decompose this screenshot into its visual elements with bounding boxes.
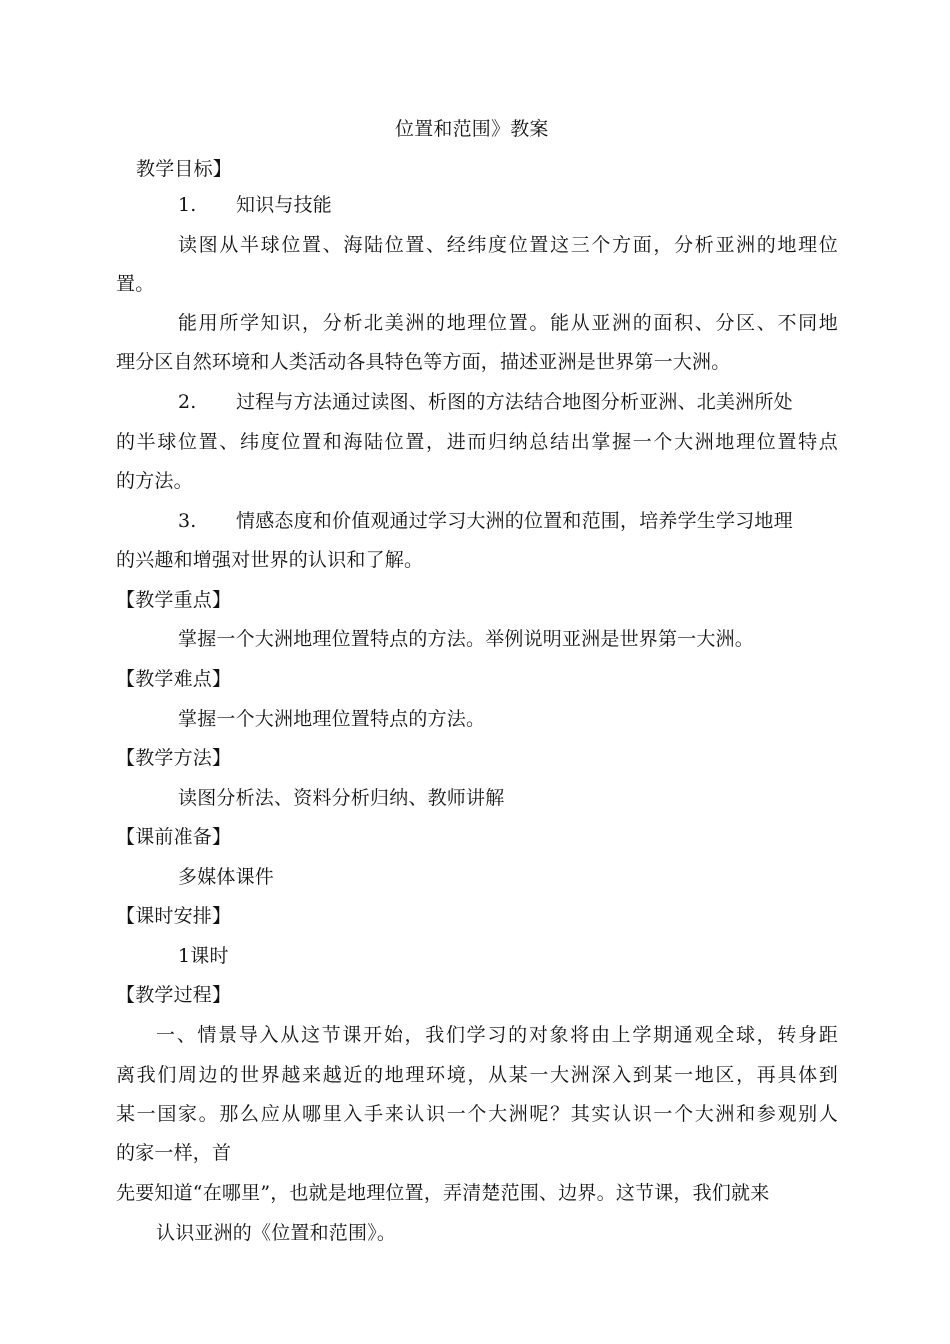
key-points-heading: 【教学重点】	[116, 589, 232, 611]
difficulty-text: 掌握一个大洲地理位置特点的方法。	[178, 708, 486, 730]
paragraph-line: 能用所学知识，分析北美洲的地理位置。能从亚洲的面积、分区、不同地	[178, 312, 838, 334]
paragraph-line: 的方法。	[116, 470, 193, 492]
document-title: 位置和范围》教案	[395, 118, 549, 140]
item3-number: 3.	[178, 510, 197, 532]
paragraph-line: 某一国家。那么应从哪里入手来认识一个大洲呢？其实认识一个大洲和参观别人	[116, 1103, 838, 1125]
difficulty-heading: 【教学难点】	[116, 668, 232, 690]
paragraph-line: 理分区自然环境和人类活动各具特色等方面，描述亚洲是世界第一大洲。	[116, 351, 731, 373]
process-heading: 【教学过程】	[116, 984, 232, 1006]
method-heading: 【教学方法】	[116, 747, 232, 769]
goals-heading: 教学目标】	[136, 158, 233, 180]
paragraph-line: 的家一样，首	[116, 1142, 232, 1164]
paragraph-line: 置。	[116, 273, 155, 295]
method-text: 读图分析法、资料分析归纳、教师讲解	[178, 787, 505, 809]
paragraph-line: 的半球位置、纬度位置和海陆位置，进而归纳总结出掌握一个大洲地理位置特点	[116, 431, 838, 453]
item2-text: 过程与方法通过读图、析图的方法结合地图分析亚洲、北美洲所处	[236, 391, 793, 413]
paragraph-line: 认识亚洲的《位置和范围》。	[156, 1222, 397, 1244]
item2-number: 2.	[178, 391, 197, 413]
schedule-text: 1课时	[178, 945, 229, 967]
prep-heading: 【课前准备】	[116, 826, 232, 848]
item3-line	[178, 508, 793, 534]
item3-text: 情感态度和价值观通过学习大洲的位置和范围，培养学生学习地理	[236, 510, 793, 532]
item1-heading	[178, 192, 332, 218]
paragraph-line: 读图从半球位置、海陆位置、经纬度位置这三个方面，分析亚洲的地理位	[178, 234, 838, 256]
prep-text: 多媒体课件	[178, 866, 275, 888]
paragraph-line: 的兴趣和增强对世界的认识和了解。	[116, 549, 424, 571]
paragraph-line: 一、情景导入从这节课开始，我们学习的对象将由上学期通观全球，转身距	[156, 1024, 838, 1046]
paragraph-line: 先要知道“在哪里”，也就是地理位置，弄清楚范围、边界。这节课，我们就来	[116, 1182, 770, 1204]
item2-line	[178, 389, 838, 415]
item1-number: 1.	[178, 194, 197, 216]
schedule-heading: 【课时安排】	[116, 905, 232, 927]
paragraph-line: 离我们周边的世界越来越近的地理环境，从某一大洲深入到某一地区，再具体到	[116, 1064, 838, 1086]
item1-title: 知识与技能	[236, 194, 333, 216]
key-points-text: 掌握一个大洲地理位置特点的方法。举例说明亚洲是世界第一大洲。	[178, 628, 755, 650]
